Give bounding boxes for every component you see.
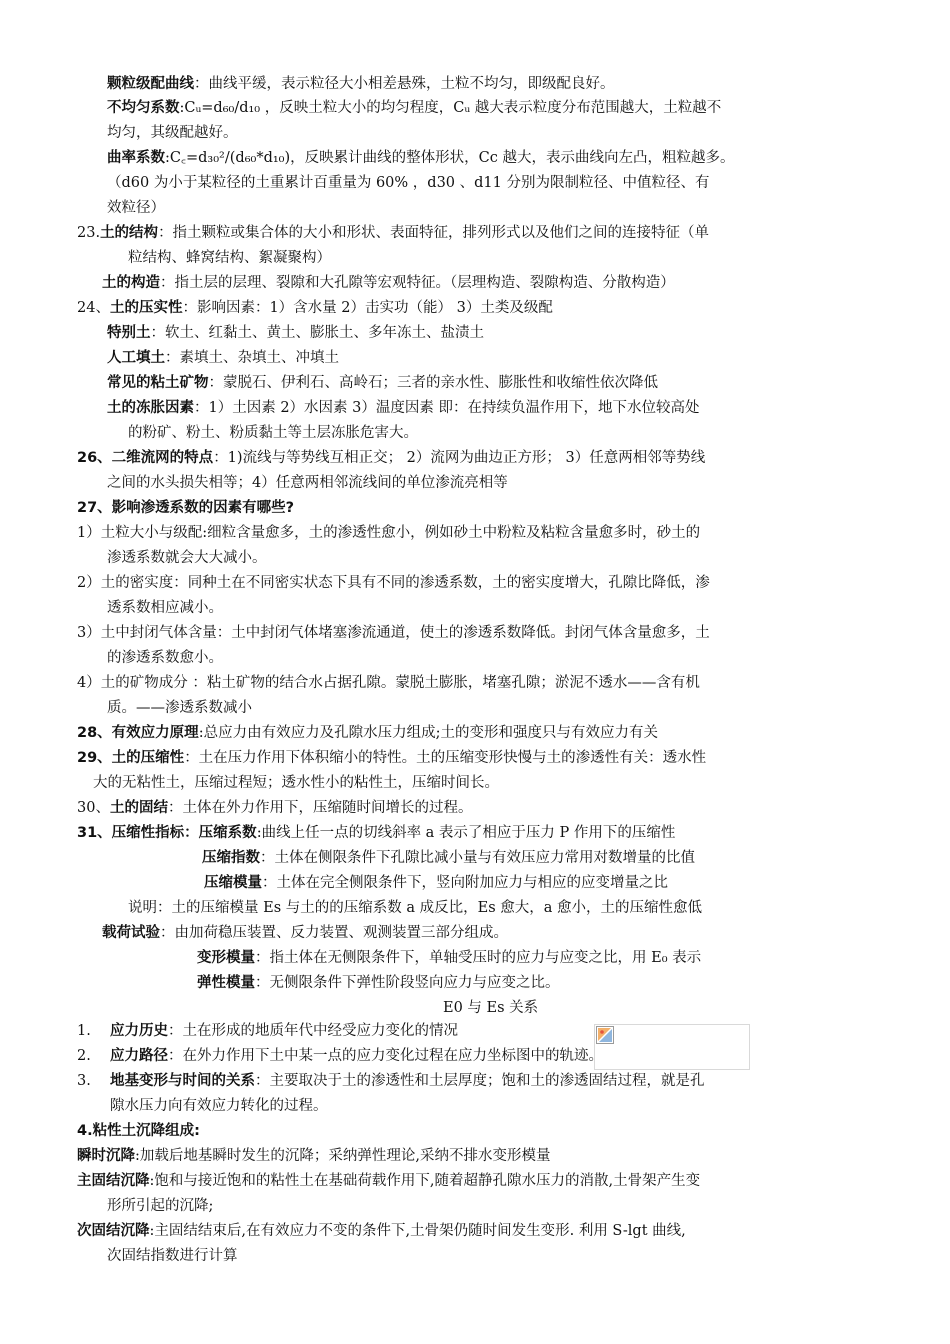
text: :饱和与接近饱和的粘性土在基础荷载作用下,随着超静孔隙水压力的消散,土骨架产生变 <box>149 1173 701 1189</box>
term: 次固结沉降 <box>77 1223 150 1239</box>
text: :主固结结束后,在有效应力不变的条件下,土骨架仍随时间发生变形. 利用 S-lgt 曲线, <box>149 1223 686 1239</box>
text: 质。——渗透系数减小 <box>107 700 252 716</box>
artificial-fill-line <box>107 346 339 370</box>
text: 4）土的矿物成分 ：粘土矿物的结合水占据孔隙。蒙脱土膨胀，堵塞孔隙；淤泥不透水——含有机 <box>77 675 700 691</box>
text: 效粒径） <box>107 200 165 216</box>
prefix: 1. <box>77 1023 91 1039</box>
term: 31、压缩性指标：压缩系数 <box>77 825 257 841</box>
compression-modulus-line <box>204 871 668 895</box>
compressibility-cont <box>93 771 499 795</box>
special-soil-line <box>107 321 484 345</box>
soil-structure-cont <box>128 246 331 270</box>
term: 弹性模量 <box>197 975 255 991</box>
curvature-note-line <box>107 171 709 195</box>
curvature-coefficient-line <box>107 146 734 170</box>
term: 不均匀系数 <box>107 100 180 116</box>
text: 次固结指数进行计算 <box>107 1248 238 1264</box>
text: 形所引起的沉降; <box>107 1198 214 1214</box>
permeability-item-2 <box>77 571 710 595</box>
stress-history-line <box>77 1019 458 1043</box>
text: ：软土、红黏土、黄土、膨胀土、多年冻土、盐渍土 <box>150 325 484 341</box>
term: 土的结构 <box>100 225 159 241</box>
embedded-image-placeholder <box>594 1024 750 1070</box>
text: 之间的水头损失相等；4）任意两相邻流线间的单位渗流亮相等 <box>107 475 508 491</box>
text: ：指土体在无侧限条件下，单轴受压时的应力与应变之比，用 E₀ 表示 <box>255 950 702 966</box>
compression-coefficient-line <box>77 821 675 845</box>
text: ：无侧限条件下弹性阶段竖向应力与应变之比。 <box>255 975 560 991</box>
term: 应力历史 <box>110 1023 168 1039</box>
gradation-curve-line <box>107 72 615 96</box>
term: 瞬时沉降 <box>77 1148 135 1164</box>
text: ：1）土因素 2）水因素 3）温度因素 即：在持续负温作用下，地下水位较高处 <box>194 400 700 416</box>
term: 土的固结 <box>109 800 168 816</box>
text: ：土体在侧限条件下孔隙比减小量与有效压应力常用对数增量的比值 <box>260 850 695 866</box>
text: 的渗透系数愈小。 <box>107 650 223 666</box>
term: 28、有效应力原理 <box>77 725 199 741</box>
text: ：蒙脱石、伊利石、高岭石；三者的亲水性、膨胀性和收缩性依次降低 <box>208 375 658 391</box>
term: 4.粘性土沉降组成: <box>77 1123 200 1139</box>
term: 26、二维流网的特点 <box>77 450 214 466</box>
clay-settlement-heading <box>77 1119 200 1143</box>
text: :加载后地基瞬时发生的沉降；采纳弹性理论,采纳不排水变形模量 <box>135 1148 551 1164</box>
term: 常见的粘土矿物 <box>107 375 209 391</box>
permeability-item-4-cont <box>107 696 252 720</box>
text: ：土体在完全侧限条件下，竖向附加应力与相应的应变增量之比 <box>262 875 668 891</box>
flow-net-line <box>77 446 705 470</box>
text: ：在外力作用下土中某一点的应力变化过程在应力坐标图中的轨迹。 <box>168 1048 603 1064</box>
load-test-line <box>102 921 508 945</box>
term: 压缩指数 <box>202 850 260 866</box>
uniformity-coefficient-line <box>107 96 721 120</box>
text: E0 与 Es 关系 <box>443 1000 539 1016</box>
text: ：影响因素：1）含水量 2）击实功（能） 3）土类及级配 <box>182 300 553 316</box>
frost-heave-cont <box>128 421 418 445</box>
text: 渗透系数就会大大减小。 <box>107 550 267 566</box>
compressibility-line <box>77 746 706 770</box>
text: ：土在形成的地质年代中经受应力变化的情况 <box>168 1023 458 1039</box>
text: （d60 为小于某粒径的土重累计百重量为 60% ，d30 、d11 分别为限制粒径、中值粒径、有 <box>107 175 710 191</box>
primary-consolidation-line <box>77 1169 700 1193</box>
secondary-consolidation-cont <box>107 1244 238 1268</box>
text: ：1)流线与等势线互相正交； 2）流网为曲边正方形； 3）任意两相邻等势线 <box>213 450 706 466</box>
text: 1）土粒大小与级配:细粒含量愈多，土的渗透性愈小，例如砂土中粉粒及粘粒含量愈多时，砂土的 <box>77 525 701 541</box>
elastic-modulus-line <box>197 971 560 995</box>
e0-es-relation-caption <box>443 996 538 1020</box>
stress-path-line <box>77 1044 603 1068</box>
curvature-note-cont <box>107 196 165 220</box>
secondary-consolidation-line <box>77 1219 686 1243</box>
text: ：由加荷稳压装置、反力装置、观测装置三部分组成。 <box>160 925 508 941</box>
text: :总应力由有效应力及孔隙水压力组成;土的变形和强度只与有效应力有关 <box>198 725 658 741</box>
permeability-item-3-cont <box>107 646 223 670</box>
flow-net-cont <box>107 471 508 495</box>
text: ：主要取决于土的渗透性和土层厚度；饱和土的渗透固结过程，就是孔 <box>255 1073 705 1089</box>
text: 说明：土的压缩模量 Es 与土的的压缩系数 a 成反比，Es 愈大，a 愈小，土的压缩性愈低 <box>128 900 702 916</box>
term: 颗粒级配曲线 <box>107 76 194 92</box>
text: 2）土的密实度：同种土在不同密实状态下具有不同的渗透系数，土的密实度增大，孔隙比降低，渗 <box>77 575 710 591</box>
deformation-modulus-line <box>197 946 701 970</box>
text: :曲线上任一点的切线斜率 a 表示了相应于压力 P 作用下的压缩性 <box>256 825 676 841</box>
term: 人工填土 <box>107 350 165 366</box>
text: 均匀，其级配越好。 <box>107 125 238 141</box>
compression-note-line <box>128 896 702 920</box>
term: 土的构造 <box>102 275 160 291</box>
prefix: 2. <box>77 1048 91 1064</box>
term: 土的压实性 <box>109 300 183 316</box>
text: 透系数相应减小。 <box>107 600 223 616</box>
text: 3）土中封闭气体含量：土中封闭气体堵塞渗流通道，使土的渗透系数降低。封闭气体含量愈多，土 <box>77 625 710 641</box>
text: ：指土颗粒或集合体的大小和形状、表面特征，排列形式以及他们之间的连接特征（单 <box>158 225 710 241</box>
text: :C꜀=d₃₀²/(d₆₀*d₁₀)，反映累计曲线的整体形状，Cc 越大，表示曲线向左凸，粗粒越多。 <box>165 150 735 166</box>
term: 应力路径 <box>110 1048 168 1064</box>
prefix: 24、 <box>77 300 110 316</box>
permeability-item-1 <box>77 521 700 545</box>
text: ：指土层的层理、裂隙和大孔隙等宏观特征。（层理构造、裂隙构造、分散构造） <box>160 275 675 291</box>
soil-construction-line <box>102 271 675 295</box>
permeability-item-3 <box>77 621 710 645</box>
text: :Cᵤ=d₆₀/d₁₀ ，反映土粒大小的均匀程度，Cᵤ 越大表示粒度分布范围越大，土粒越不 <box>179 100 722 116</box>
text: 隙水压力向有效应力转化的过程。 <box>110 1098 328 1114</box>
settlement-time-cont <box>110 1094 328 1118</box>
text: ：土体在外力作用下，压缩随时间增长的过程。 <box>167 800 473 816</box>
primary-consolidation-cont <box>107 1194 213 1218</box>
term: 压缩模量 <box>204 875 262 891</box>
uniformity-coefficient-cont <box>107 121 238 145</box>
term: 曲率系数 <box>107 150 165 166</box>
term: 地基变形与时间的关系 <box>110 1073 255 1089</box>
term: 27、影响渗透系数的因素有哪些? <box>77 500 295 516</box>
permeability-heading <box>77 496 294 520</box>
text: ：土在压力作用下体积缩小的特性。土的压缩变形快慢与土的渗透性有关：透水性 <box>184 750 707 766</box>
term: 特别土 <box>107 325 151 341</box>
text: ：素填土、杂填土、冲填土 <box>165 350 339 366</box>
text: ：曲线平缓，表示粒径大小相差悬殊，土粒不均匀，即级配良好。 <box>194 76 615 92</box>
term: 载荷试验 <box>102 925 160 941</box>
term: 主固结沉降 <box>77 1173 150 1189</box>
settlement-time-line <box>77 1069 705 1093</box>
compression-index-line <box>202 846 695 870</box>
consolidation-line <box>77 796 472 820</box>
prefix: 3. <box>77 1073 91 1089</box>
soil-structure-line <box>77 221 709 245</box>
clay-minerals-line <box>107 371 658 395</box>
prefix: 23. <box>77 225 101 241</box>
permeability-item-2-cont <box>107 596 223 620</box>
term: 土的冻胀因素 <box>107 400 194 416</box>
immediate-settlement-line <box>77 1144 551 1168</box>
effective-stress-line <box>77 721 658 745</box>
term: 变形模量 <box>197 950 255 966</box>
text: 的粉矿、粉土、粉质黏土等土层冻胀危害大。 <box>128 425 418 441</box>
text: 粒结构、蜂窝结构、絮凝聚构） <box>128 250 331 266</box>
compaction-line <box>77 296 553 320</box>
frost-heave-line <box>107 396 700 420</box>
prefix: 30、 <box>77 800 110 816</box>
broken-image-icon <box>596 1026 614 1044</box>
permeability-item-1-cont <box>107 546 267 570</box>
permeability-item-4 <box>77 671 700 695</box>
term: 29、土的压缩性 <box>77 750 185 766</box>
text: 大的无粘性土，压缩过程短；透水性小的粘性土，压缩时间长。 <box>93 775 499 791</box>
